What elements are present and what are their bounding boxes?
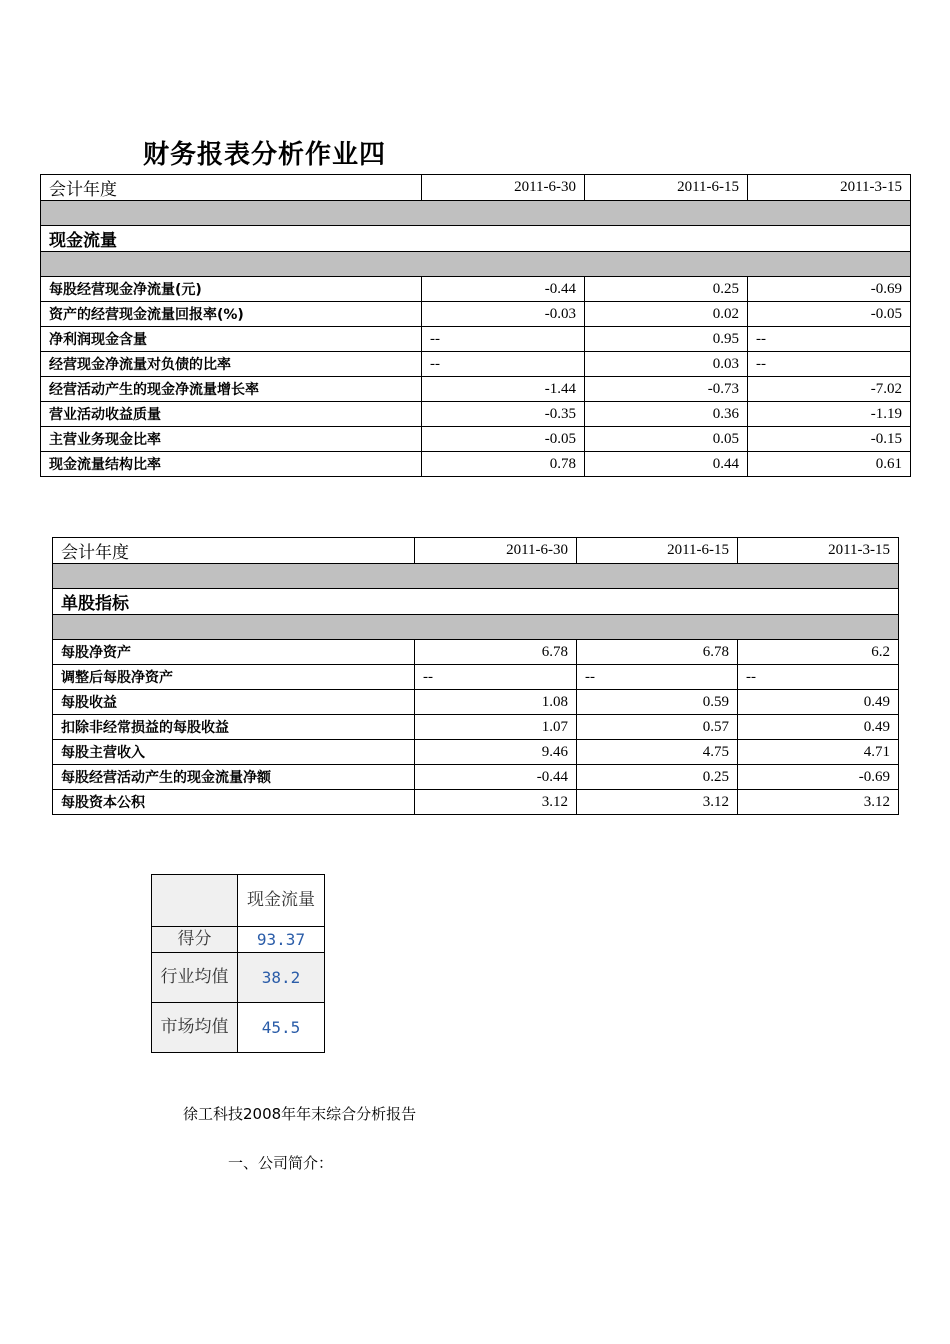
row-value: 1.07 — [415, 715, 577, 740]
row-label: 每股经营活动产生的现金流量净额 — [53, 765, 415, 790]
section-title: 单股指标 — [53, 589, 899, 615]
per-share-table — [52, 537, 899, 815]
row-value: -1.44 — [422, 377, 585, 402]
row-value: -1.19 — [748, 402, 911, 427]
table-row — [41, 352, 911, 377]
score-table-corner — [152, 875, 238, 927]
row-value: 4.71 — [738, 740, 899, 765]
table-header-row — [53, 538, 899, 564]
table-row — [41, 452, 911, 477]
score-table-column-header: 现金流量 — [238, 875, 325, 927]
separator-row — [53, 564, 899, 589]
row-label: 调整后每股净资产 — [53, 665, 415, 690]
row-value: -0.03 — [422, 302, 585, 327]
section-row — [41, 226, 911, 252]
row-value: -- — [422, 327, 585, 352]
table-row — [41, 377, 911, 402]
separator-cell — [53, 615, 899, 640]
row-value: -0.73 — [585, 377, 748, 402]
row-value: -- — [577, 665, 738, 690]
row-value: -- — [748, 352, 911, 377]
table-row — [41, 302, 911, 327]
row-label: 扣除非经常损益的每股收益 — [53, 715, 415, 740]
row-value: 0.78 — [422, 452, 585, 477]
date-header: 2011-3-15 — [738, 538, 899, 564]
market-average-value: 45.5 — [238, 1003, 325, 1053]
table-row — [53, 690, 899, 715]
separator-cell — [41, 201, 911, 226]
row-label: 主营业务现金比率 — [41, 427, 422, 452]
separator-row — [41, 201, 911, 226]
row-value: -- — [738, 665, 899, 690]
table-row — [41, 327, 911, 352]
row-label: 现金流量结构比率 — [41, 452, 422, 477]
row-label: 经营活动产生的现金净流量增长率 — [41, 377, 422, 402]
date-header: 2011-6-15 — [585, 175, 748, 201]
date-header: 2011-3-15 — [748, 175, 911, 201]
row-value: 0.61 — [748, 452, 911, 477]
table-header-row — [41, 175, 911, 201]
row-value: -- — [415, 665, 577, 690]
table-row — [53, 740, 899, 765]
cash-flow-table — [40, 174, 911, 477]
row-value: 0.57 — [577, 715, 738, 740]
score-table — [151, 874, 325, 1053]
row-value: -0.35 — [422, 402, 585, 427]
row-value: 0.49 — [738, 715, 899, 740]
report-section-heading: 一、公司简介： — [228, 1154, 334, 1172]
date-header: 2011-6-15 — [577, 538, 738, 564]
row-value: 1.08 — [415, 690, 577, 715]
row-value: 0.95 — [585, 327, 748, 352]
row-value: 0.02 — [585, 302, 748, 327]
row-value: -0.44 — [415, 765, 577, 790]
row-label: 净利润现金含量 — [41, 327, 422, 352]
row-label: 资产的经营现金流量回报率(%) — [41, 302, 422, 327]
row-label: 每股收益 — [53, 690, 415, 715]
separator-cell — [53, 564, 899, 589]
table-row — [41, 277, 911, 302]
table-row — [53, 790, 899, 815]
section-row — [53, 589, 899, 615]
row-value: 0.44 — [585, 452, 748, 477]
industry-average-label: 行业均值 — [152, 953, 238, 1003]
row-value: -- — [422, 352, 585, 377]
row-value: -0.05 — [422, 427, 585, 452]
industry-average-value: 38.2 — [238, 953, 325, 1003]
row-value: 0.36 — [585, 402, 748, 427]
row-label: 经营现金净流量对负债的比率 — [41, 352, 422, 377]
separator-row — [53, 615, 899, 640]
fiscal-year-label: 会计年度 — [41, 175, 422, 201]
table-row — [53, 715, 899, 740]
row-value: 0.59 — [577, 690, 738, 715]
section-title: 现金流量 — [41, 226, 911, 252]
row-value: 3.12 — [577, 790, 738, 815]
row-value: 3.12 — [415, 790, 577, 815]
separator-cell — [41, 252, 911, 277]
table-row — [53, 640, 899, 665]
row-value: 0.49 — [738, 690, 899, 715]
row-label: 每股净资产 — [53, 640, 415, 665]
row-label: 每股资本公积 — [53, 790, 415, 815]
row-value: 9.46 — [415, 740, 577, 765]
date-header: 2011-6-30 — [422, 175, 585, 201]
score-label: 得分 — [152, 927, 238, 953]
row-value: 0.05 — [585, 427, 748, 452]
row-value: 0.25 — [585, 277, 748, 302]
row-value: 0.25 — [577, 765, 738, 790]
row-label: 每股主营收入 — [53, 740, 415, 765]
row-value: -7.02 — [748, 377, 911, 402]
row-value: -- — [748, 327, 911, 352]
row-value: 6.78 — [415, 640, 577, 665]
market-average-label: 市场均值 — [152, 1003, 238, 1053]
page-title: 财务报表分析作业四 — [143, 140, 387, 170]
separator-row — [41, 252, 911, 277]
table-row — [53, 665, 899, 690]
fiscal-year-label: 会计年度 — [53, 538, 415, 564]
row-label: 营业活动收益质量 — [41, 402, 422, 427]
score-value: 93.37 — [238, 927, 325, 953]
row-value: 6.2 — [738, 640, 899, 665]
row-value: -0.05 — [748, 302, 911, 327]
row-value: 6.78 — [577, 640, 738, 665]
table-row — [53, 765, 899, 790]
row-value: 3.12 — [738, 790, 899, 815]
row-label: 每股经营现金净流量(元) — [41, 277, 422, 302]
row-value: -0.69 — [738, 765, 899, 790]
row-value: -0.44 — [422, 277, 585, 302]
row-value: 4.75 — [577, 740, 738, 765]
table-row — [41, 427, 911, 452]
row-value: -0.15 — [748, 427, 911, 452]
row-value: 0.03 — [585, 352, 748, 377]
report-title: 徐工科技2008年年末综合分析报告 — [183, 1105, 417, 1123]
row-value: -0.69 — [748, 277, 911, 302]
date-header: 2011-6-30 — [415, 538, 577, 564]
table-row — [41, 402, 911, 427]
